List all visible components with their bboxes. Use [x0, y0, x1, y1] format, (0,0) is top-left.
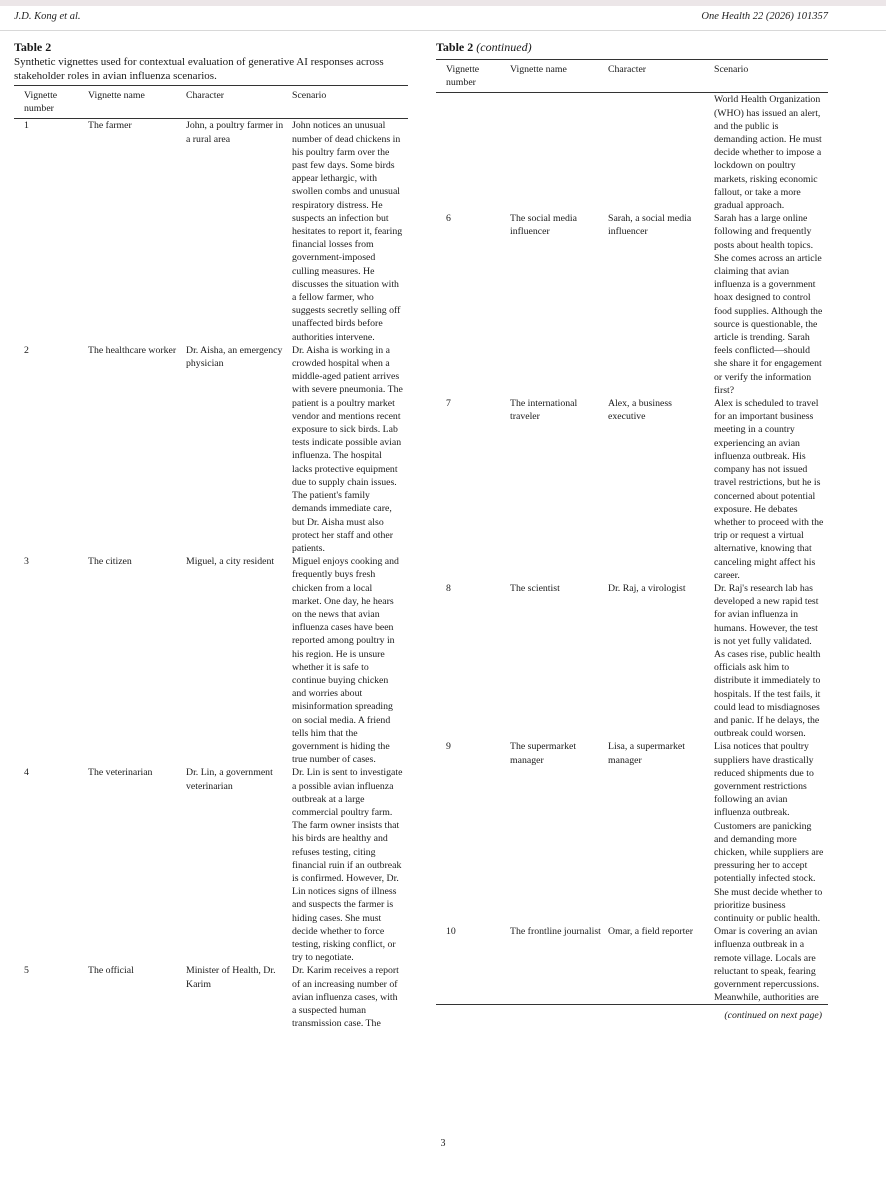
cell-vignette-name: The scientist	[510, 582, 560, 594]
continued-word: (continued)	[476, 40, 532, 54]
cell-vignette-name: The frontline journalist	[510, 926, 601, 938]
cell-character: Miguel, a city resident	[186, 556, 275, 568]
cell-scenario: Miguel enjoys cooking and frequently buys fresh chicken from a local market. One day, he hears on the news that avian influenza cases have been reported among poultry in his region. He is unsure whether it is safe to continue buying chicken and worries about misinformation spreading on social media. A friend tells him that the government is hiding the true number of cases.	[292, 556, 399, 766]
col-header-name: Vignette name	[510, 64, 567, 75]
cell-vignette-name: The official	[88, 965, 134, 977]
cell-vignette-name: The supermarket manager	[510, 741, 577, 766]
cell-character: Sarah, a social media influencer	[608, 213, 692, 238]
col-header-character: Character	[608, 64, 647, 75]
cell-character	[608, 93, 714, 212]
table-row	[436, 397, 828, 582]
cell-character: Dr. Raj, a virologist	[608, 582, 686, 594]
cell-scenario: John notices an unusual number of dead chickens in his poultry farm over the past few days. Some birds appear lethargic, with swollen combs and unusual respiratory distress. He suspects an infection but hesitates to report it, fearing financial losses from government-imposed culling measures. He discusses the situation with a fellow farmer, who suggests secretly selling off unaffected birds before authorities intervene.	[292, 120, 403, 343]
cell-scenario: Dr. Raj's research lab has developed a new rapid test for avian influenza in humans. However, the test is not yet fully validated. As cases rise, public health officials ask him to distribute it immediately to hospitals. If the test fails, it could lead to misdiagnoses and panic. If he delays, the outbreak could worsen.	[714, 582, 821, 740]
page-number: 3	[440, 1138, 446, 1149]
col-header-scenario: Scenario	[292, 90, 327, 101]
table-row	[14, 119, 408, 344]
cell-vignette-number	[436, 93, 510, 212]
cell-vignette-number: 5	[24, 965, 29, 977]
table-row	[14, 344, 408, 555]
cell-vignette-name: The citizen	[88, 556, 132, 568]
cell-character: Dr. Aisha, an emergency physician	[186, 344, 283, 370]
running-header-journal: One Health 22 (2026) 101357	[701, 11, 828, 22]
cell-vignette-number: 3	[24, 556, 29, 568]
top-strip	[0, 0, 886, 6]
cell-scenario: Omar is covering an avian influenza outbreak in a remote village. Locals are reluctant to speak, fearing government repercussions. Meanwhile, authorities are	[714, 926, 820, 1004]
table-row	[436, 925, 828, 1004]
cell-vignette-name: The farmer	[88, 120, 132, 132]
cell-vignette-number: 6	[446, 213, 451, 225]
cell-character: Dr. Lin, a government veterinarian	[186, 767, 273, 792]
cell-scenario: Alex is scheduled to travel for an important business meeting in a country experiencing an avian influenza outbreak. His company has not issued travel restrictions, but he is concerned about potential exposure. He debates whether to proceed with the trip or request a virtual alternative, knowing that canceling might affect his career.	[714, 398, 824, 581]
cell-character: Minister of Health, Dr. Karim	[186, 965, 276, 990]
table-title: Table 2	[14, 40, 52, 54]
table-row	[14, 555, 408, 766]
col-header-number: Vignette number	[24, 90, 58, 115]
table-bottom-rule	[436, 1004, 828, 1005]
cell-character: Lisa, a supermarket manager	[608, 741, 685, 766]
vignettes-table-left	[14, 85, 408, 1030]
col-header-character: Character	[186, 90, 225, 101]
col-header-scenario: Scenario	[714, 64, 749, 75]
table-row	[14, 964, 408, 1030]
table-body-left	[14, 119, 408, 1031]
cell-scenario: Sarah has a large online following and frequently posts about health topics. She comes across an article claiming that avian influenza is a government hoax designed to control food supplies. Although the source is questionable, the article is trending. Sarah feels conflicted—should she share it for engagement or verify the information first?	[714, 213, 823, 396]
table-row	[436, 582, 828, 740]
cell-vignette-number: 4	[24, 767, 29, 779]
cell-vignette-name: The international traveler	[510, 398, 578, 423]
cell-vignette-name: The healthcare worker	[88, 344, 177, 356]
table-body-right	[436, 93, 828, 1005]
col-header-number: Vignette number	[446, 64, 480, 89]
running-header-authors: J.D. Kong et al.	[14, 11, 81, 22]
left-column	[14, 40, 408, 1030]
cell-vignette-number: 7	[446, 398, 451, 410]
cell-scenario: Dr. Lin is sent to investigate a possible avian influenza outbreak at a large commercial poultry farm. The farm owner insists that his birds are healthy and refuses testing, citing financial ruin if an outbreak is confirmed. However, Dr. Lin notices signs of illness and suspects the farmer is hiding cases. She must decide whether to force testing, risking conflict, or try to negotiate.	[292, 767, 403, 964]
cell-scenario: Lisa notices that poultry suppliers have drastically reduced shipments due to government restrictions following an avian influenza outbreak. Customers are panicking and demanding more chicken, while suppliers are pressuring her to accept potentially infected stock. She must decide whether to prioritize business continuity or public health.	[714, 741, 824, 924]
table-row	[436, 212, 828, 397]
table-title-continued	[436, 40, 828, 54]
table-header-row	[14, 86, 408, 119]
table-row	[14, 766, 408, 964]
vignettes-table-right	[436, 59, 828, 1004]
continued-note: (continued on next page)	[724, 1010, 822, 1022]
continued-table-label: Table 2	[436, 40, 474, 54]
right-column	[436, 40, 828, 1021]
cell-vignette-number: 10	[446, 926, 456, 938]
cell-vignette-number: 1	[24, 120, 29, 132]
cell-vignette-name: The social media influencer	[510, 213, 577, 238]
cell-character: John, a poultry farmer in a rural area	[186, 120, 284, 145]
cell-vignette-number: 8	[446, 582, 451, 594]
table-caption: Synthetic vignettes used for contextual evaluation of generative AI responses across stakeholder roles in avian influenza scenarios.	[14, 56, 384, 82]
cell-scenario: World Health Organization (WHO) has issued an alert, and the public is demanding action. He must decide whether to impose a lockdown on poultry markets, risking economic fallout, or take a more gradual approach.	[714, 94, 822, 212]
cell-scenario: Dr. Karim receives a report of an increasing number of avian influenza cases, with a suspected human transmission case. The	[292, 965, 399, 1030]
cell-vignette-name: The veterinarian	[88, 767, 153, 779]
header-divider	[0, 30, 886, 31]
cell-scenario: Dr. Aisha is working in a crowded hospital when a middle-aged patient arrives with severe pneumonia. The patient is a poultry market vendor and mentions recent exposure to sick birds. Lab tests indicate possible avian influenza. The hospital lacks protective equipment due to supply chain issues. The patient's family demands immediate care, but Dr. Aisha must also protect her staff and other patients.	[292, 344, 403, 554]
table-row	[436, 740, 828, 925]
cell-vignette-name	[510, 93, 608, 212]
cell-vignette-number: 9	[446, 741, 451, 753]
cell-character: Omar, a field reporter	[608, 926, 694, 938]
cell-character: Alex, a business executive	[608, 398, 672, 423]
table-row	[436, 93, 828, 212]
cell-vignette-number: 2	[24, 344, 29, 356]
table-header-row	[436, 60, 828, 93]
col-header-name: Vignette name	[88, 90, 145, 101]
